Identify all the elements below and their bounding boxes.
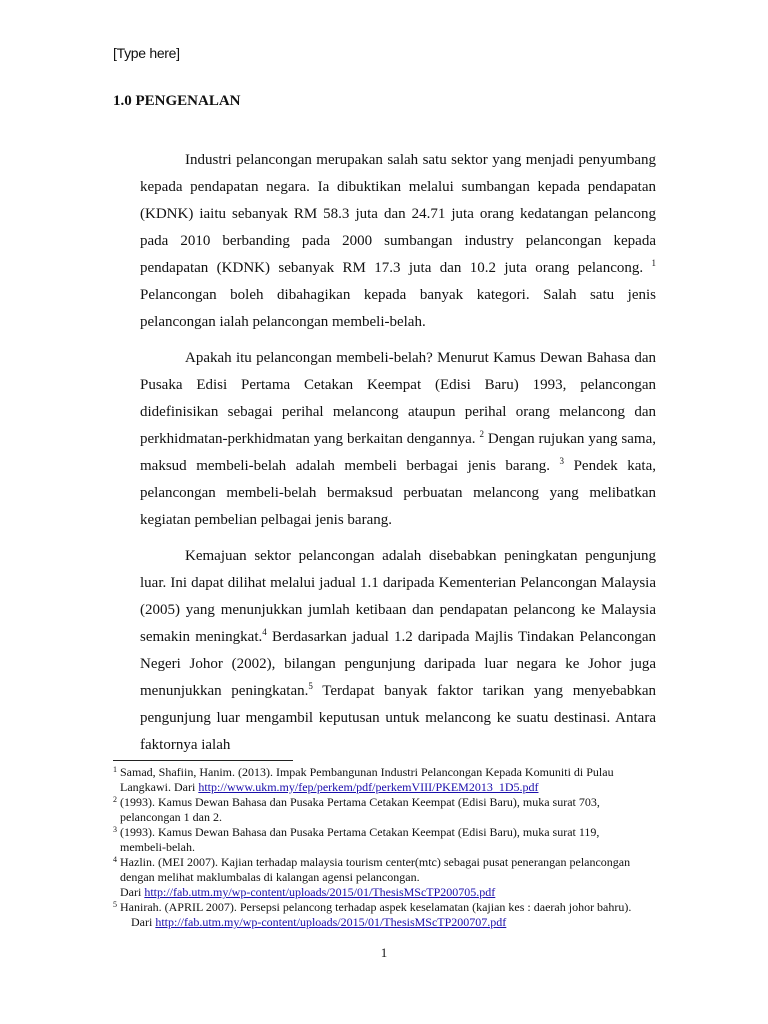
page-header: [Type here]: [113, 45, 180, 61]
paragraph-3-text-a: Kemajuan sektor pelancongan adalah disebabkan peningkatan pengunjung luar. Ini dapat dilihat melalui jadual 1.1 daripada Kementerian Pelancongan Malaysia (2005) yang menunjukkan jumlah ketibaan dan pendapatan pelancong ke Malaysia semakin meningkat.: [140, 548, 656, 645]
footnote-number: 4: [113, 855, 117, 864]
footnote-separator: [113, 760, 293, 761]
paragraph-2-text-b: Dengan rujukan yang sama, maksud membeli-belah adalah membeli berbagai jenis barang.: [140, 431, 657, 474]
section-heading: 1.0 PENGENALAN: [113, 93, 241, 109]
footnote-number: 2: [113, 795, 117, 804]
footnote-text: Samad, Shafiin, Hanim. (2013). Impak Pembangunan Industri Pelancongan Kepada Komuniti di Pulau: [117, 765, 614, 779]
footnote-text-cont2: Dari: [120, 885, 145, 899]
footnote-number: 5: [113, 900, 117, 909]
footnote-ref-3[interactable]: 3: [559, 456, 565, 466]
footnote-3: [113, 825, 658, 855]
paragraph-3: [140, 543, 656, 759]
footnote-ref-2[interactable]: 2: [479, 429, 484, 439]
footnote-5: [113, 900, 658, 930]
footnote-ref-4[interactable]: 4: [262, 627, 267, 637]
footnote-link[interactable]: http://www.ukm.my/fep/perkem/pdf/perkemVIII/PKEM2013_1D5.pdf: [198, 780, 539, 794]
footnote-text-cont: dengan melihat maklumbalas di kalangan agensi pelancongan.: [120, 870, 420, 884]
page-number: 1: [380, 945, 388, 960]
footnote-text: (1993). Kamus Dewan Bahasa dan Pusaka Pertama Cetakan Keempat (Edisi Baru), muka surat 119,: [117, 825, 600, 839]
footnote-text: (1993). Kamus Dewan Bahasa dan Pusaka Pertama Cetakan Keempat (Edisi Baru), muka surat 703,: [117, 795, 600, 809]
footnote-number: 1: [113, 765, 117, 774]
footnote-ref-5[interactable]: 5: [308, 681, 313, 691]
footnote-number: 3: [113, 825, 117, 834]
footnote-ref-1[interactable]: 1: [651, 258, 656, 268]
footnote-text: Hazlin. (MEI 2007). Kajian terhadap malaysia tourism center(mtc) sebagai pusat penerangan pelancongan: [117, 855, 631, 869]
paragraph-2-text-a: Apakah itu pelancongan membeli-belah? Menurut Kamus Dewan Bahasa dan Pusaka Edisi Pertama Cetakan Keempat (Edisi Baru) 1993, pelancongan didefinisikan sebagai perihal melancong ataupun perihal orang melancong dan perkhidmatan-perkhidmatan yang berkaitan dengannya.: [140, 350, 656, 447]
footnote-2: [113, 795, 658, 825]
footnote-text-cont: Dari: [131, 915, 156, 929]
paragraph-1-text-a: Industri pelancongan merupakan salah satu sektor yang menjadi penyumbang kepada pendapatan negara. Ia dibuktikan melalui sumbangan kepada pendapatan (KDNK) iaitu sebanyak RM 58.3 juta dan 24.71 juta orang kedatangan pelancong pada 2010 berbanding pada 2000 sumbangan industry pelancongan kepada pendapatan (KDNK) sebanyak RM 17.3 juta dan 10.2 juta orang pelancong.: [140, 152, 656, 276]
paragraph-3-text-c: Terdapat banyak faktor tarikan yang menyebabkan pengunjung luar mengambil keputusan untuk melancong ke suatu destinasi. Antara faktornya ialah: [140, 683, 656, 753]
footnote-text-cont: membeli-belah.: [120, 840, 195, 854]
footnote-1: [113, 765, 658, 795]
footnote-link[interactable]: http://fab.utm.my/wp-content/uploads/2015/01/ThesisMScTP200707.pdf: [155, 915, 507, 929]
footnote-text-cont: pelancongan 1 dan 2.: [120, 810, 222, 824]
paragraph-3-text-b: Berdasarkan jadual 1.2 daripada Majlis Tindakan Pelancongan Negeri Johor (2002), bilangan pengunjung daripada luar negara ke Johor juga menunjukkan peningkatan.: [140, 629, 656, 699]
paragraph-2: [140, 345, 656, 534]
paragraph-1: [140, 147, 656, 336]
footnotes: [113, 765, 658, 930]
footnote-text: Hanirah. (APRIL 2007). Persepsi pelancong terhadap aspek keselamatan (kajian kes : daerah johor bahru).: [117, 900, 632, 914]
footnote-link[interactable]: http://fab.utm.my/wp-content/uploads/2015/01/ThesisMScTP200705.pdf: [144, 885, 496, 899]
footnote-4: [113, 855, 658, 900]
paragraph-1-text-b: Pelancongan boleh dibahagikan kepada banyak kategori. Salah satu jenis pelancongan ialah pelancongan membeli-belah.: [140, 287, 656, 330]
paragraph-2-text-c: Pendek kata, pelancongan membeli-belah bermaksud perbuatan melancong yang melibatkan kegiatan pembelian pelbagai jenis barang.: [140, 458, 657, 528]
footnote-text-cont: Langkawi. Dari: [120, 780, 199, 794]
